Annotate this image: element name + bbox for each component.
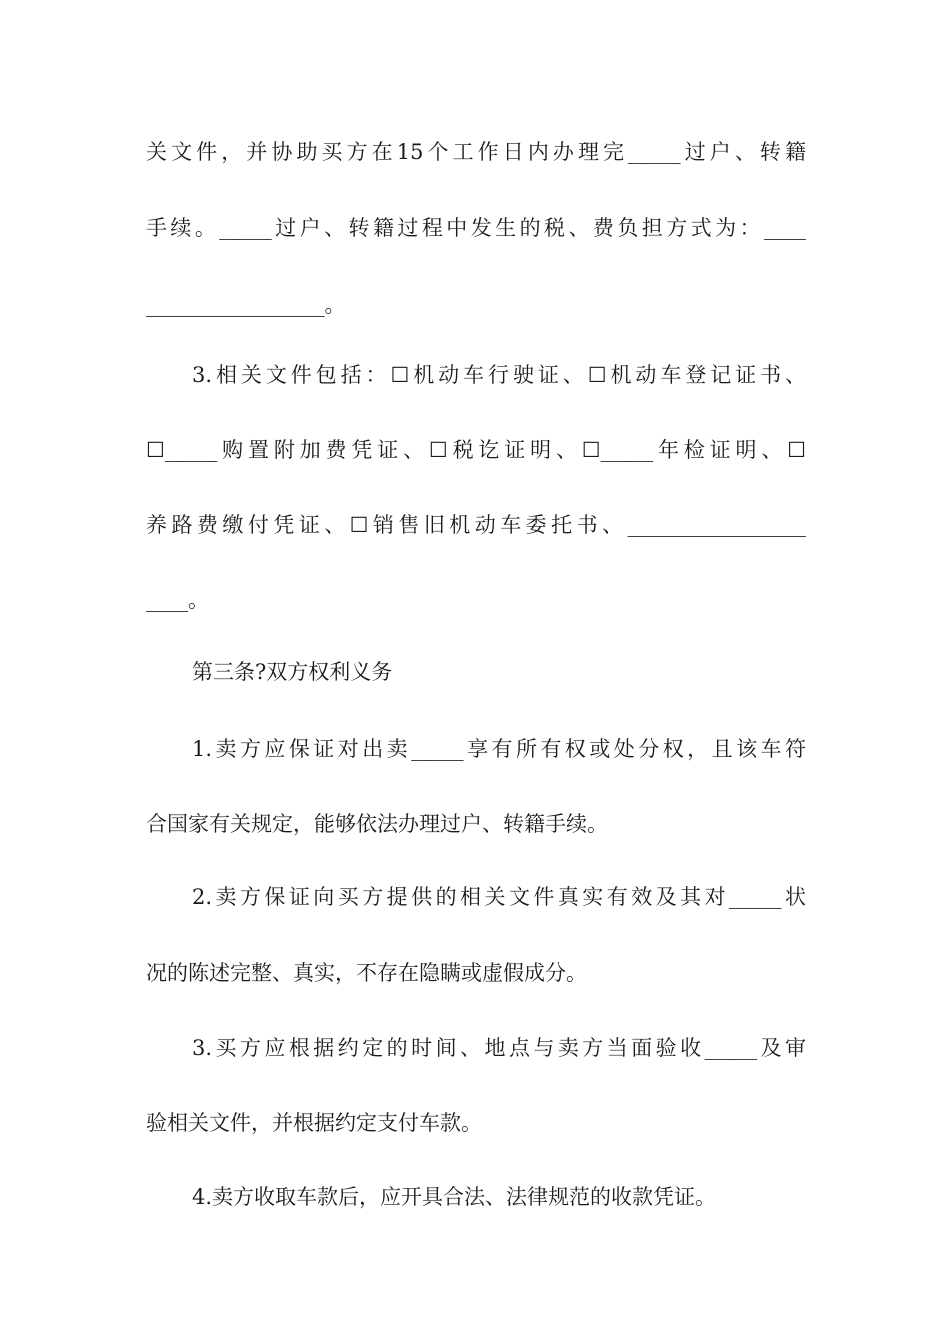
paragraph-line-9: 1.卖方应保证对出卖_____享有所有权或处分权，且该车符	[192, 737, 806, 761]
paragraph-line-6: 养路费缴付凭证、☐销售旧机动车委托书、_________________	[146, 513, 806, 537]
paragraph-line-10: 合国家有关规定，能够依法办理过户、转籍手续。	[146, 812, 608, 836]
paragraph-line-11: 2.卖方保证向买方提供的相关文件真实有效及其对_____状	[192, 885, 806, 909]
paragraph-line-3: _________________。	[146, 293, 346, 317]
paragraph-line-1: 关文件，并协助买方在15个工作日内办理完_____过户、转籍	[146, 140, 806, 164]
section-heading: 第三条?双方权利义务	[192, 660, 393, 684]
paragraph-line-14: 验相关文件，并根据约定支付车款。	[146, 1111, 482, 1135]
paragraph-line-2: 手续。_____过户、转籍过程中发生的税、费负担方式为：____	[146, 216, 806, 240]
paragraph-line-7: ____。	[146, 588, 209, 612]
paragraph-line-15: 4.卖方收取车款后，应开具合法、法律规范的收款凭证。	[192, 1185, 717, 1209]
paragraph-line-13: 3.买方应根据约定的时间、地点与卖方当面验收_____及审	[192, 1036, 806, 1060]
paragraph-line-5: ☐_____购置附加费凭证、☐税讫证明、☐_____年检证明、☐	[146, 438, 806, 462]
paragraph-line-4: 3.相关文件包括：☐机动车行驶证、☐机动车登记证书、	[192, 363, 806, 387]
paragraph-line-12: 况的陈述完整、真实，不存在隐瞒或虚假成分。	[146, 961, 587, 985]
